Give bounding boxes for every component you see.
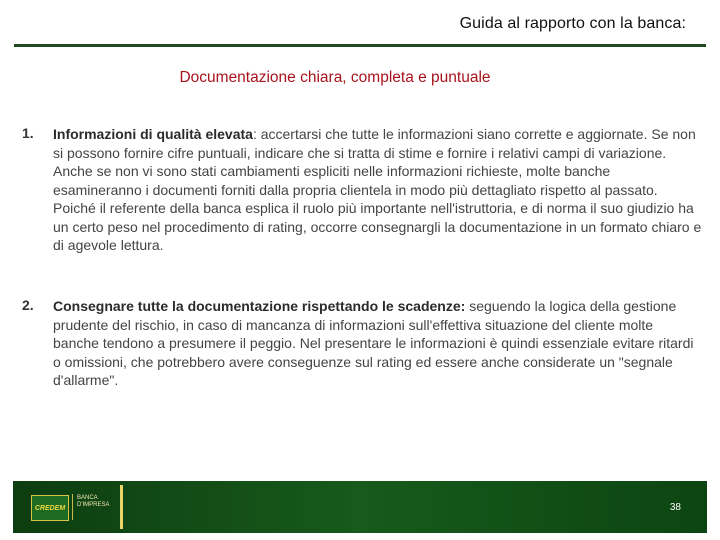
credem-logo-text: CREDEM — [34, 504, 66, 512]
section-title: Documentazione chiara, completa e puntuale — [179, 69, 491, 86]
credem-logo — [31, 495, 69, 521]
footer-bar — [13, 481, 707, 533]
item-number: 2. — [22, 297, 34, 313]
item-text — [53, 125, 702, 255]
banca-impresa-logo: BANCA D'IMPRESA — [77, 495, 110, 508]
logo-divider — [72, 494, 73, 520]
item-text — [53, 297, 702, 390]
item-number: 1. — [22, 125, 34, 141]
header-divider — [14, 44, 706, 47]
item-body: seguendo la logica della gestione prudente del rischio, in caso di mancanza di informazioni sull'effettiva situazione del cliente molte banche tendono a presumere il peggio. Nel presentare le informazioni è quindi essenziale evitare ritardi o omissioni, che potrebbero avere conseguenze sul rating ed essere anche considerate un "segnale d'allarme". — [53, 298, 694, 388]
item-body: : accertarsi che tutte le informazioni siano corrette e aggiornate. Se non si possono fornire cifre puntuali, indicare che si tratta di stime e fornire i relativi campi di variazione. Anche se non vi sono stati cambiamenti espliciti nelle informazioni richieste, molte banche esamineranno i documenti forniti dalla propria clientela in modo più dettagliato rispetto al passato. Poiché il referente della banca esplica il ruolo più importante nell'istruttoria, e di norma il suo giudizio ha un certo peso nel procedimento di rating, occorre consegnargli la documentazione in un formato chiaro e di agevole lettura. — [53, 126, 702, 253]
footer-accent-line — [120, 485, 123, 529]
header-title: Guida al rapporto con la banca: — [459, 15, 686, 32]
page-number: 38 — [669, 502, 681, 513]
item-lead: Consegnare tutte la documentazione rispettando le scadenze: — [53, 298, 466, 314]
item-lead: Informazioni di qualità elevata — [53, 126, 253, 142]
